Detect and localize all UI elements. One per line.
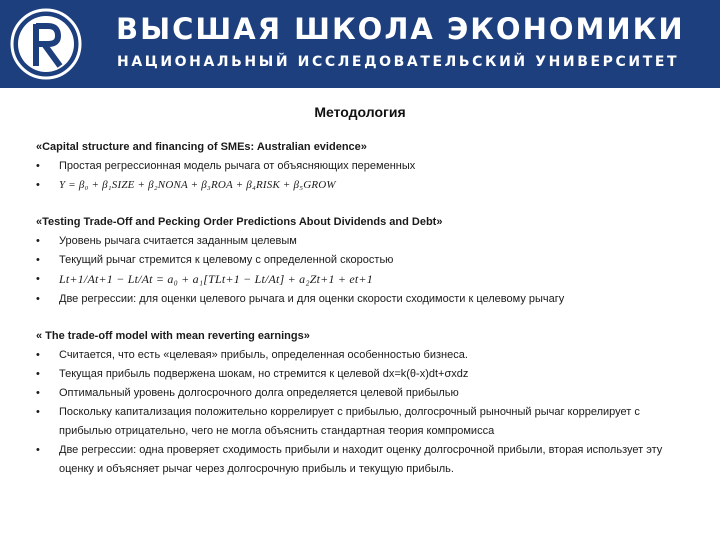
section-heading-3: « The trade-off model with mean reverting earnings» bbox=[36, 330, 310, 342]
university-subtitle: НАЦИОНАЛЬНЫЙ ИССЛЕДОВАТЕЛЬСКИЙ УНИВЕРСИТЕТ bbox=[117, 54, 680, 70]
list-item bbox=[36, 232, 686, 251]
list-item bbox=[36, 441, 686, 479]
list-item-text: Простая регрессионная модель рычага от объясняющих переменных bbox=[59, 160, 416, 172]
list-item bbox=[36, 176, 686, 195]
slide-title: Методология bbox=[314, 104, 406, 120]
bullet-icon: • bbox=[36, 444, 40, 456]
formula-regression-1: Y = β₀ + β₁SIZE + β₂NONA + β₃ROA + β₄RISK + β₅GROW bbox=[59, 179, 336, 191]
bullet-icon: • bbox=[36, 273, 40, 285]
list-item bbox=[36, 270, 686, 290]
list-item-text: Уровень рычага считается заданным целевым bbox=[59, 235, 297, 247]
list-item-text: Оптимальный уровень долгосрочного долга определяется целевой прибылью bbox=[59, 387, 459, 399]
list-item bbox=[36, 403, 686, 441]
hse-logo-icon bbox=[10, 8, 82, 80]
list-item bbox=[36, 157, 686, 176]
hse-banner bbox=[0, 0, 720, 88]
list-item bbox=[36, 290, 686, 309]
bullet-icon: • bbox=[36, 179, 40, 191]
bullet-icon: • bbox=[36, 293, 40, 305]
bullet-icon: • bbox=[36, 406, 40, 418]
list-item-text: Две регрессии: для оценки целевого рычага и для оценки скорости сходимости к целевому рычагу bbox=[59, 293, 565, 305]
list-item-text: Текущий рычаг стремится к целевому с определенной скоростью bbox=[59, 254, 394, 266]
slide-content bbox=[36, 138, 686, 479]
bullet-icon: • bbox=[36, 368, 40, 380]
list-item bbox=[36, 365, 686, 384]
list-item-text: Поскольку капитализация положительно коррелирует с прибылью, долгосрочный рыночный рычаг коррелирует с прибылью отрицательно, чего не могла объяснить стандартная теория компромисса bbox=[59, 406, 640, 437]
bullet-icon: • bbox=[36, 160, 40, 172]
section-heading-1: «Capital structure and financing of SMEs: Australian evidence» bbox=[36, 141, 367, 153]
bullet-icon: • bbox=[36, 235, 40, 247]
section-heading-2: «Testing Trade-Off and Pecking Order Predictions About Dividends and Debt» bbox=[36, 216, 443, 228]
bullet-icon: • bbox=[36, 254, 40, 266]
bullet-icon: • bbox=[36, 387, 40, 399]
list-item bbox=[36, 384, 686, 403]
university-name: ВЫСШАЯ ШКОЛА ЭКОНОМИКИ bbox=[116, 12, 685, 46]
bullet-icon: • bbox=[36, 349, 40, 361]
list-item bbox=[36, 346, 686, 365]
formula-regression-2: Lt+1/At+1 − Lt/At = a₀ + a₁[TLt+1 − Lt/At] + a₂Zt+1 + et+1 bbox=[59, 272, 373, 286]
list-item-text: Текущая прибыль подвержена шокам, но стремится к целевой dx=k(θ-x)dt+σxdz bbox=[59, 368, 469, 380]
list-item-text: Считается, что есть «целевая» прибыль, определенная особенностью бизнеса. bbox=[59, 349, 468, 361]
list-item bbox=[36, 251, 686, 270]
list-item-text: Две регрессии: одна проверяет сходимость прибыли и находит оценку долгосрочной прибыли, вторая использует эту оценку и объясняет рычаг через долгосрочную прибыль и текущую прибыль. bbox=[59, 444, 663, 475]
